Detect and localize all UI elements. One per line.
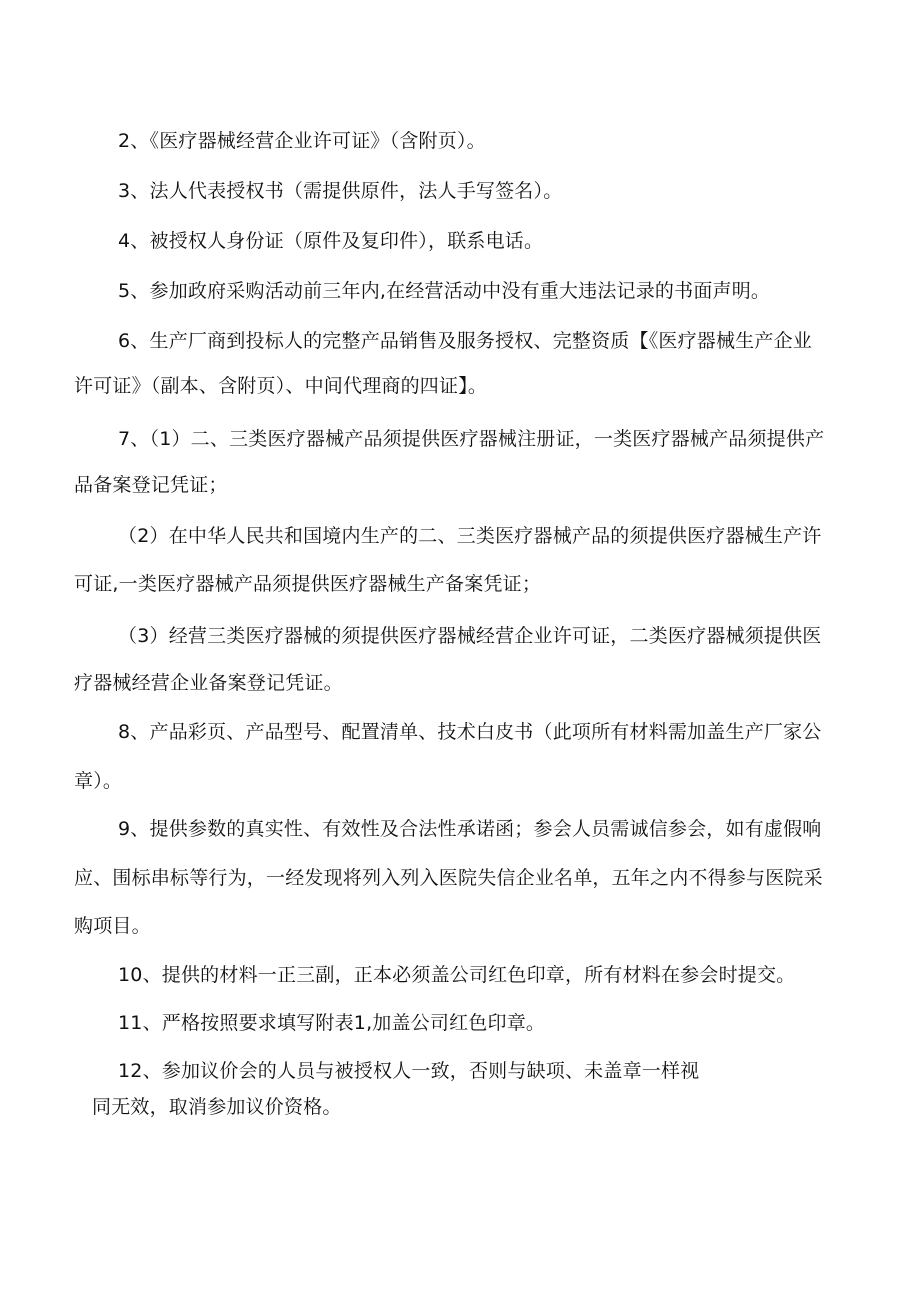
item-12-text-1: 12、参加议价会的人员与被授权人一致，否则与缺项、未盖章一样视 bbox=[118, 1060, 700, 1082]
item-6-text-1: 6、生产厂商到投标人的完整产品销售及服务授权、完整资质【《医疗器械生产企业 bbox=[118, 330, 812, 352]
item-9-line-2 bbox=[74, 853, 823, 903]
item-8-line-1 bbox=[118, 707, 822, 757]
item-7-1-line-2 bbox=[74, 460, 228, 510]
item-7-1-text-1: 7、（1）二、三类医疗器械产品须提供医疗器械注册证，一类医疗器械产品须提供产 bbox=[118, 428, 825, 450]
item-9-text-3: 购项目。 bbox=[74, 915, 151, 937]
item-2 bbox=[118, 116, 486, 166]
item-7-1-text-2: 品备案登记凭证； bbox=[74, 474, 228, 496]
item-2-line-1: 2、《医疗器械经营企业许可证》（含附页）。 bbox=[118, 130, 486, 152]
item-4-line-1: 4、被授权人身份证（原件及复印件），联系电话。 bbox=[118, 230, 544, 252]
item-7-3-text-1: （3）经营三类医疗器械的须提供医疗器械经营企业许可证，二类医疗器械须提供医 bbox=[118, 625, 822, 647]
item-6-text-2: 许可证》（副本、含附页）、中间代理商的四证】。 bbox=[74, 375, 488, 397]
item-7-3-line-1 bbox=[118, 611, 822, 661]
item-7-3-line-2 bbox=[74, 658, 343, 708]
item-11 bbox=[118, 998, 545, 1048]
item-7-3-text-2: 疗器械经营企业备案登记凭证。 bbox=[74, 672, 343, 694]
item-8-text-2: 章）。 bbox=[74, 770, 123, 792]
item-9-text-1: 9、提供参数的真实性、有效性及合法性承诺函；参会人员需诚信参会，如有虚假响 bbox=[118, 818, 822, 840]
item-7-2-line-1 bbox=[118, 511, 822, 561]
item-7-2-text-2: 可证,一类医疗器械产品须提供医疗器械生产备案凭证； bbox=[74, 573, 542, 595]
item-9-line-3 bbox=[74, 901, 151, 951]
item-10-text-1: 10、提供的材料一正三副，正本必须盖公司红色印章，所有材料在参会时提交。 bbox=[118, 964, 796, 986]
item-8-text-1: 8、产品彩页、产品型号、配置清单、技术白皮书（此项所有材料需加盖生产厂家公 bbox=[118, 721, 822, 743]
item-8-line-2 bbox=[74, 756, 122, 806]
item-3 bbox=[118, 166, 562, 216]
item-4 bbox=[118, 216, 543, 266]
item-11-text-1: 11、严格按照要求填写附表1,加盖公司红色印章。 bbox=[118, 1012, 546, 1034]
item-3-line-1: 3、法人代表授权书（需提供原件，法人手写签名）。 bbox=[118, 180, 563, 202]
item-6-line-2 bbox=[74, 361, 487, 411]
item-12-text-2: 同无效，取消参加议价资格。 bbox=[92, 1096, 342, 1118]
item-10 bbox=[118, 950, 795, 1000]
item-7-2-line-2 bbox=[74, 559, 541, 609]
item-5-line-1: 5、参加政府采购活动前三年内,在经营活动中没有重大违法记录的书面声明。 bbox=[118, 280, 771, 302]
item-12-line-2 bbox=[92, 1082, 342, 1132]
item-5 bbox=[118, 266, 770, 316]
item-7-1-line-1 bbox=[118, 414, 824, 464]
item-6-line-1 bbox=[118, 316, 812, 366]
item-9-line-1 bbox=[118, 804, 822, 854]
item-7-2-text-1: （2）在中华人民共和国境内生产的二、三类医疗器械产品的须提供医疗器械生产许 bbox=[118, 525, 822, 547]
item-9-text-2: 应、围标串标等行为，一经发现将列入列入医院失信企业名单，五年之内不得参与医院采 bbox=[74, 867, 823, 889]
